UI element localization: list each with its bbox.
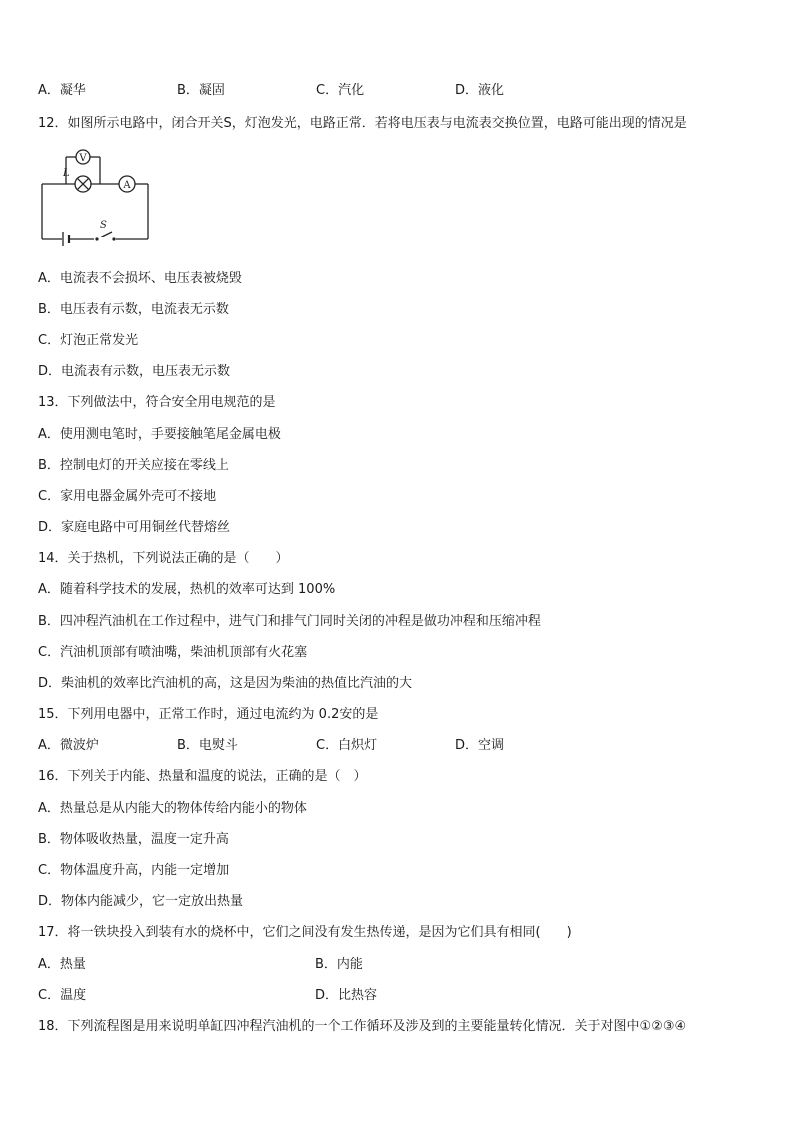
q15-option-d[interactable]: D．空调: [455, 738, 505, 753]
lamp-label: L: [63, 168, 70, 179]
q14-option-a[interactable]: A．随着科学技术的发展，热机的效率可达到 100%: [38, 582, 336, 597]
q14-option-b[interactable]: B．四冲程汽油机在工作过程中，进气门和排气门同时关闭的冲程是做功冲程和压缩冲程: [38, 614, 541, 629]
q16-option-c[interactable]: C．物体温度升高，内能一定增加: [38, 863, 230, 878]
q12-option-c[interactable]: C．灯泡正常发光: [38, 333, 139, 348]
q17-option-c[interactable]: C．温度: [38, 988, 87, 1003]
circuit-svg: [38, 142, 152, 254]
q13-option-d[interactable]: D．家庭电路中可用铜丝代替熔丝: [38, 520, 231, 535]
ammeter-label: A: [123, 180, 131, 191]
q12-option-a[interactable]: A．电流表不会损坏、电压表被烧毁: [38, 271, 242, 286]
q12-circuit-diagram: [38, 142, 152, 254]
q16-option-a[interactable]: A．热量总是从内能大的物体传给内能小的物体: [38, 801, 307, 816]
q15-options: [38, 736, 764, 756]
q12-option-d[interactable]: D．电流表有示数，电压表无示数: [38, 364, 231, 379]
q15-stem: 15．下列用电器中，正常工作时，通过电流约为 0.2安的是: [38, 707, 379, 722]
switch-contact-left: [95, 237, 98, 240]
q12-option-b[interactable]: B．电压表有示数，电流表无示数: [38, 302, 229, 317]
q11-option-b[interactable]: B．凝固: [177, 83, 225, 98]
q14-stem: 14．关于热机，下列说法正确的是（ ）: [38, 551, 289, 566]
voltmeter-label: V: [79, 153, 87, 164]
switch-contact-right: [112, 237, 115, 240]
q17-option-a[interactable]: A．热量: [38, 957, 86, 972]
q16-stem: 16．下列关于内能、热量和温度的说法，正确的是（ ）: [38, 769, 367, 784]
q13-option-a[interactable]: A．使用测电笔时，手要接触笔尾金属电极: [38, 427, 281, 442]
q11-options: [38, 81, 764, 101]
q14-option-c[interactable]: C．汽油机顶部有喷油嘴，柴油机顶部有火花塞: [38, 645, 308, 660]
q17-stem: 17．将一铁块投入到装有水的烧杯中，它们之间没有发生热传递，是因为它们具有相同( ): [38, 925, 572, 940]
q13-option-b[interactable]: B．控制电灯的开关应接在零线上: [38, 458, 229, 473]
q15-option-a[interactable]: A．微波炉: [38, 738, 99, 753]
q17-options-row1: [38, 955, 764, 975]
q11-option-d[interactable]: D．液化: [455, 83, 505, 98]
q17-option-d[interactable]: D．比热容: [315, 988, 378, 1003]
q13-option-c[interactable]: C．家用电器金属外壳可不接地: [38, 489, 217, 504]
q15-option-b[interactable]: B．电熨斗: [177, 738, 238, 753]
q17-options-row2: [38, 986, 764, 1006]
q11-option-a[interactable]: A．凝华: [38, 83, 86, 98]
switch-label: S: [100, 220, 107, 231]
q17-option-b[interactable]: B．内能: [315, 957, 363, 972]
q16-option-b[interactable]: B．物体吸收热量，温度一定升高: [38, 832, 229, 847]
q16-option-d[interactable]: D．物体内能减少，它一定放出热量: [38, 894, 244, 909]
q13-stem: 13．下列做法中，符合安全用电规范的是: [38, 395, 276, 410]
q15-option-c[interactable]: C．白炽灯: [316, 738, 378, 753]
q14-option-d[interactable]: D．柴油机的效率比汽油机的高，这是因为柴油的热值比汽油的大: [38, 676, 413, 691]
q11-option-c[interactable]: C．汽化: [316, 83, 365, 98]
q12-stem: 12．如图所示电路中，闭合开关S，灯泡发光，电路正常．若将电压表与电流表交换位置，电路可能出现的情况是: [38, 116, 687, 131]
q18-stem: 18．下列流程图是用来说明单缸四冲程汽油机的一个工作循环及涉及到的主要能量转化情况．关于对图中①②③④: [38, 1019, 687, 1034]
